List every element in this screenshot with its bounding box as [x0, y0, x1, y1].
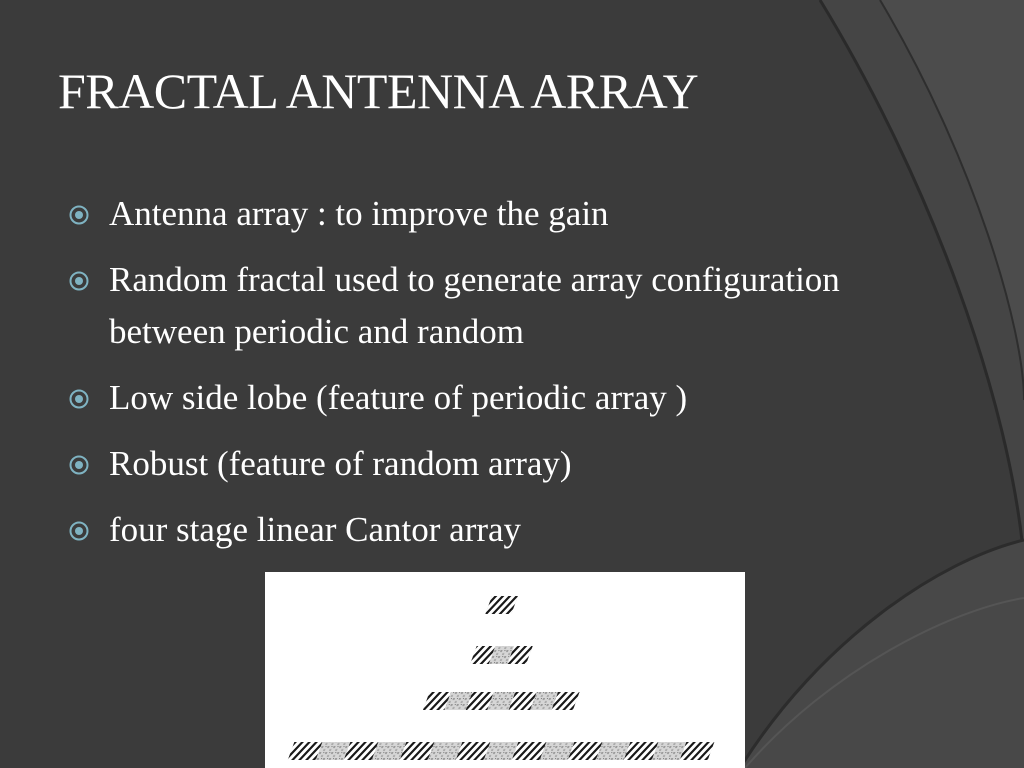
circled-dot-bullet-icon	[68, 270, 90, 292]
cantor-array-diagram	[265, 572, 745, 768]
circled-dot-bullet-icon	[68, 204, 90, 226]
bullet-text: four stage linear Cantor array	[109, 510, 522, 549]
bullet-list	[68, 188, 888, 570]
bullet-item	[68, 254, 888, 358]
cantor-array-figure	[265, 572, 745, 768]
bullet-item	[68, 438, 888, 490]
bullet-text: Random fractal used to generate array configuration between periodic and random	[109, 260, 840, 351]
bullet-text: Low side lobe (feature of periodic array )	[109, 378, 688, 417]
circled-dot-bullet-icon	[68, 454, 90, 476]
bullet-item	[68, 504, 888, 556]
bullet-item	[68, 188, 888, 240]
circled-dot-bullet-icon	[68, 388, 90, 410]
bullet-text: Antenna array : to improve the gain	[109, 194, 609, 233]
circled-dot-bullet-icon	[68, 520, 90, 542]
bullet-item	[68, 372, 888, 424]
slide-title: FRACTAL ANTENNA ARRAY	[58, 63, 699, 119]
bullet-text: Robust (feature of random array)	[109, 444, 572, 483]
cantor-element	[485, 596, 518, 614]
